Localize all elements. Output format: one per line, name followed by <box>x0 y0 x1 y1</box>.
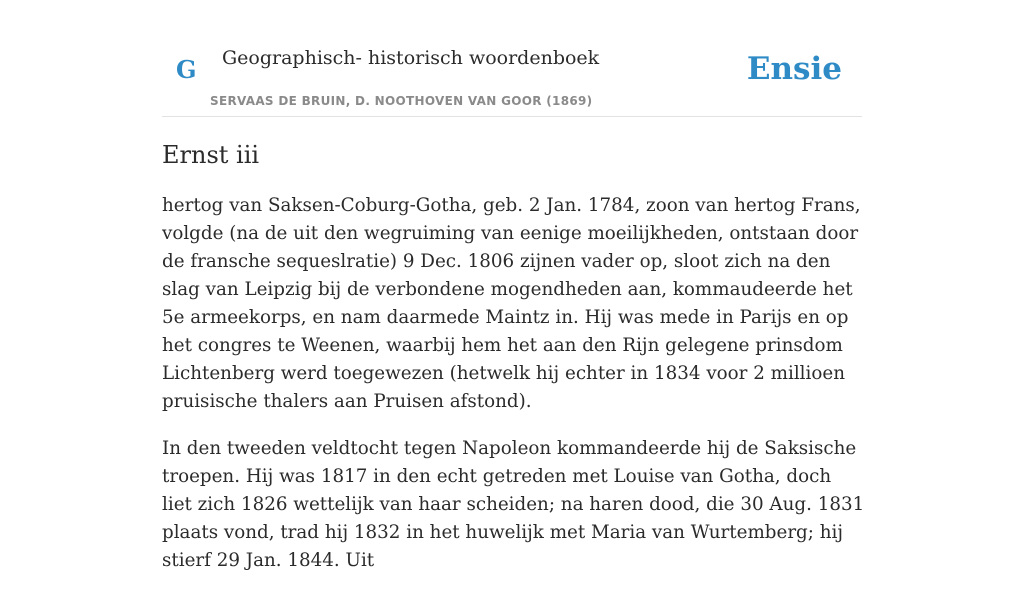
entry-title: Ernst iii <box>162 141 260 169</box>
entry-paragraph-2: In den tweeden veldtocht tegen Napoleon kommandeerde hij de Saksische troepen. Hij was 1817 in den echt getreden met Louise van Gotha, doch liet zich 1826 wettelijk van haar scheiden; na haren dood, die 30 Aug. 1831 plaats vond, trad hij 1832 in het huwelijk met Maria van Wurtemberg; hij stierf 29 Jan. 1844. Uit <box>162 438 865 571</box>
entry-paragraph-1: hertog van Saksen-Coburg-Gotha, geb. 2 Jan. 1784, zoon van hertog Frans, volgde (na de uit den wegruiming van eenige moeilijkheden, ontstaan door de fransche sequeslratie) 9 Dec. 1806 zijnen vader op, sloot zich na den slag van Leipzig bij de verbondene mogendheden aan, kommaudeerde het 5e armeekorps, en nam daarmede Maintz in. Hij was mede in Parijs en op het congres te Weenen, waarbij hem het aan den Rijn gelegene prinsdom Lichtenberg werd toegewezen (hetwelk hij echter in 1834 voor 2 millioen pruisische thalers aan Pruisen afstond). <box>162 195 861 412</box>
book-logo-icon[interactable]: G <box>176 55 197 84</box>
page-header <box>162 0 862 117</box>
book-authors-year: SERVAAS DE BRUIN, D. NOOTHOVEN VAN GOOR (1869) <box>210 94 593 108</box>
entry-body <box>162 192 866 594</box>
ensie-logo-link[interactable]: Ensie <box>746 51 842 87</box>
book-title[interactable]: Geographisch- historisch woordenboek <box>222 47 600 69</box>
